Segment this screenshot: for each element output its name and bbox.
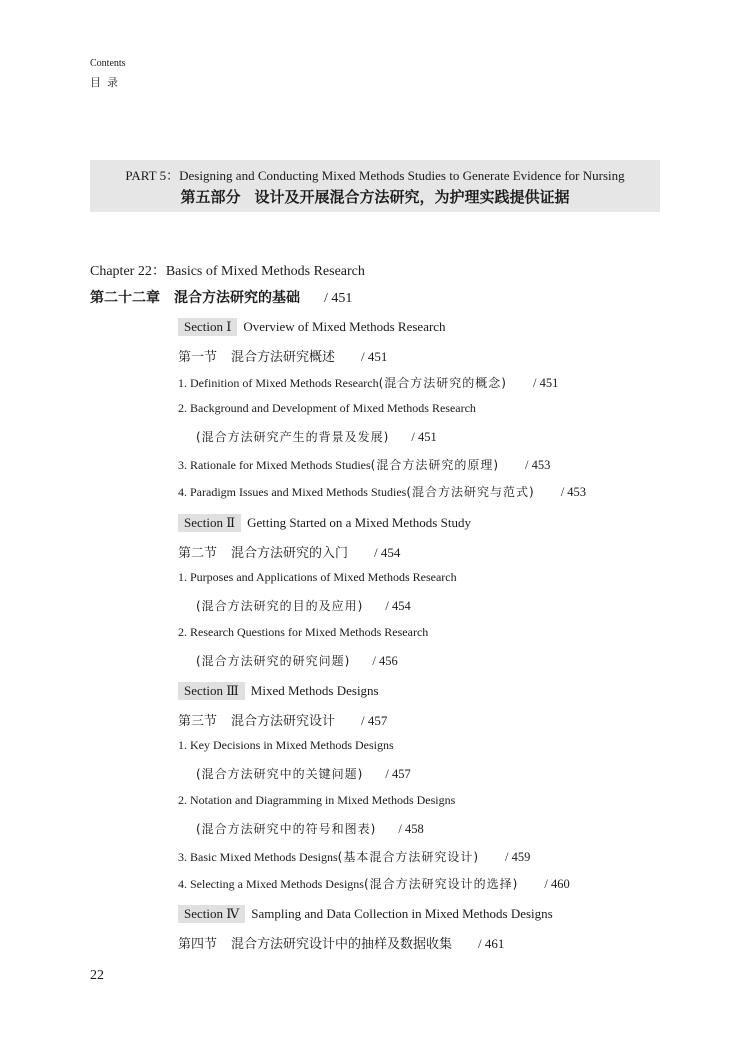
toc-item-continuation[interactable] [196, 765, 411, 782]
item-page: / 458 [398, 822, 424, 836]
section-title-en: Getting Started on a Mixed Methods Study [247, 515, 471, 530]
section-page: / 457 [361, 713, 388, 728]
toc-item[interactable] [178, 570, 457, 585]
section-label-zh: 第三节 [178, 714, 218, 729]
toc-item[interactable] [178, 483, 586, 500]
section-title-en: Sampling and Data Collection in Mixed Methods Designs [251, 906, 553, 921]
chapter-title-en[interactable]: Chapter 22：Basics of Mixed Methods Research [90, 264, 365, 279]
item-page: / 451 [533, 376, 559, 390]
section-title-zh: 混合方法研究概述 [231, 350, 336, 365]
toc-item-continuation[interactable] [196, 652, 398, 669]
item-page: / 453 [560, 485, 587, 499]
item-page: / 453 [525, 458, 551, 472]
item-title-zh: (混合方法研究的原理) [370, 458, 500, 472]
toc-item[interactable] [178, 374, 558, 391]
section-heading-en[interactable] [178, 318, 446, 336]
toc-item-continuation[interactable] [196, 820, 424, 837]
section-page: / 451 [361, 349, 388, 364]
item-title-en: 4. Paradigm Issues and Mixed Methods Studies [178, 485, 407, 499]
toc-item[interactable] [178, 848, 530, 865]
item-title-zh: (混合方法研究的概念) [378, 376, 507, 390]
item-page: / 451 [411, 430, 437, 444]
section-heading-zh[interactable] [178, 542, 400, 561]
item-title-en: 1. Definition of Mixed Methods Research [178, 376, 379, 390]
item-title-zh: (混合方法研究设计的选择) [363, 877, 519, 891]
section-label: Section Ⅲ [178, 682, 245, 700]
section-label-zh: 第二节 [178, 546, 218, 561]
item-page: / 460 [544, 877, 570, 891]
section-page: / 461 [478, 936, 505, 951]
item-title-zh: (混合方法研究产生的背景及发展) [196, 430, 390, 444]
toc-item[interactable] [178, 456, 550, 473]
item-title-en: 1. Key Decisions in Mixed Methods Designs [178, 738, 394, 752]
toc-item[interactable] [178, 875, 570, 892]
chapter-page: / 451 [324, 291, 353, 306]
chapter-heading-zh: 第二十二章 混合方法研究的基础 [90, 290, 300, 306]
section-heading-en[interactable] [178, 905, 553, 923]
toc-item-continuation[interactable] [196, 597, 411, 614]
item-page: / 454 [385, 599, 411, 613]
part-heading-zh: 设计及开展混合方法研究，为护理实践提供证据 [254, 188, 570, 206]
part-banner [90, 160, 660, 212]
part-label-zh: 第五部分 [180, 188, 241, 206]
section-title-en: Mixed Methods Designs [250, 683, 379, 698]
toc-item[interactable] [178, 793, 455, 808]
item-title-en: 3. Basic Mixed Methods Designs [178, 850, 338, 864]
section-label-zh: 第一节 [178, 350, 218, 365]
item-title-zh: (混合方法研究中的符号和图表) [196, 822, 377, 836]
item-title-zh: (基本混合方法研究设计) [337, 850, 480, 864]
section-label: Section Ⅱ [178, 514, 241, 532]
toc-item[interactable] [178, 738, 394, 753]
toc-item[interactable] [178, 625, 428, 640]
item-title-en: 4. Selecting a Mixed Methods Designs [178, 877, 364, 891]
section-heading-en[interactable] [178, 682, 379, 700]
item-title-en: 1. Purposes and Applications of Mixed Methods Research [178, 570, 457, 584]
section-title-zh: 混合方法研究设计中的抽样及数据收集 [231, 937, 453, 952]
item-title-en: 2. Background and Development of Mixed Methods Research [178, 401, 476, 415]
section-page: / 454 [374, 545, 401, 560]
section-heading-zh[interactable] [178, 933, 504, 952]
section-title-zh: 混合方法研究设计 [231, 714, 336, 729]
item-page: / 457 [385, 767, 411, 781]
item-title-zh: (混合方法研究与范式) [406, 485, 535, 499]
item-page: / 456 [372, 654, 398, 668]
item-title-en: 2. Notation and Diagramming in Mixed Methods Designs [178, 793, 456, 807]
item-title-en: 2. Research Questions for Mixed Methods Research [178, 625, 429, 639]
section-label: Section Ⅰ [178, 318, 237, 336]
item-title-zh: (混合方法研究的目的及应用) [196, 599, 364, 613]
section-heading-en[interactable] [178, 514, 471, 532]
running-head-zh: 目录 [90, 77, 124, 89]
toc-item[interactable] [178, 401, 476, 416]
section-label-zh: 第四节 [178, 937, 218, 952]
section-label: Section Ⅳ [178, 905, 245, 923]
item-title-zh: (混合方法研究的研究问题) [196, 654, 351, 668]
chapter-title-zh[interactable] [90, 287, 352, 307]
item-title-zh: (混合方法研究中的关键问题) [196, 767, 364, 781]
section-heading-zh[interactable] [178, 710, 387, 729]
part-title-zh [90, 186, 660, 207]
section-title-en: Overview of Mixed Methods Research [243, 319, 446, 334]
section-title-zh: 混合方法研究的入门 [231, 546, 349, 561]
page-number: 22 [90, 968, 104, 983]
item-page: / 459 [505, 850, 531, 864]
part-title-en: PART 5：Designing and Conducting Mixed Methods Studies to Generate Evidence for Nursing [125, 168, 625, 183]
section-heading-zh[interactable] [178, 346, 387, 365]
toc-item-continuation[interactable] [196, 428, 437, 445]
running-head-en: Contents [90, 58, 126, 69]
item-title-en: 3. Rationale for Mixed Methods Studies [178, 458, 371, 472]
